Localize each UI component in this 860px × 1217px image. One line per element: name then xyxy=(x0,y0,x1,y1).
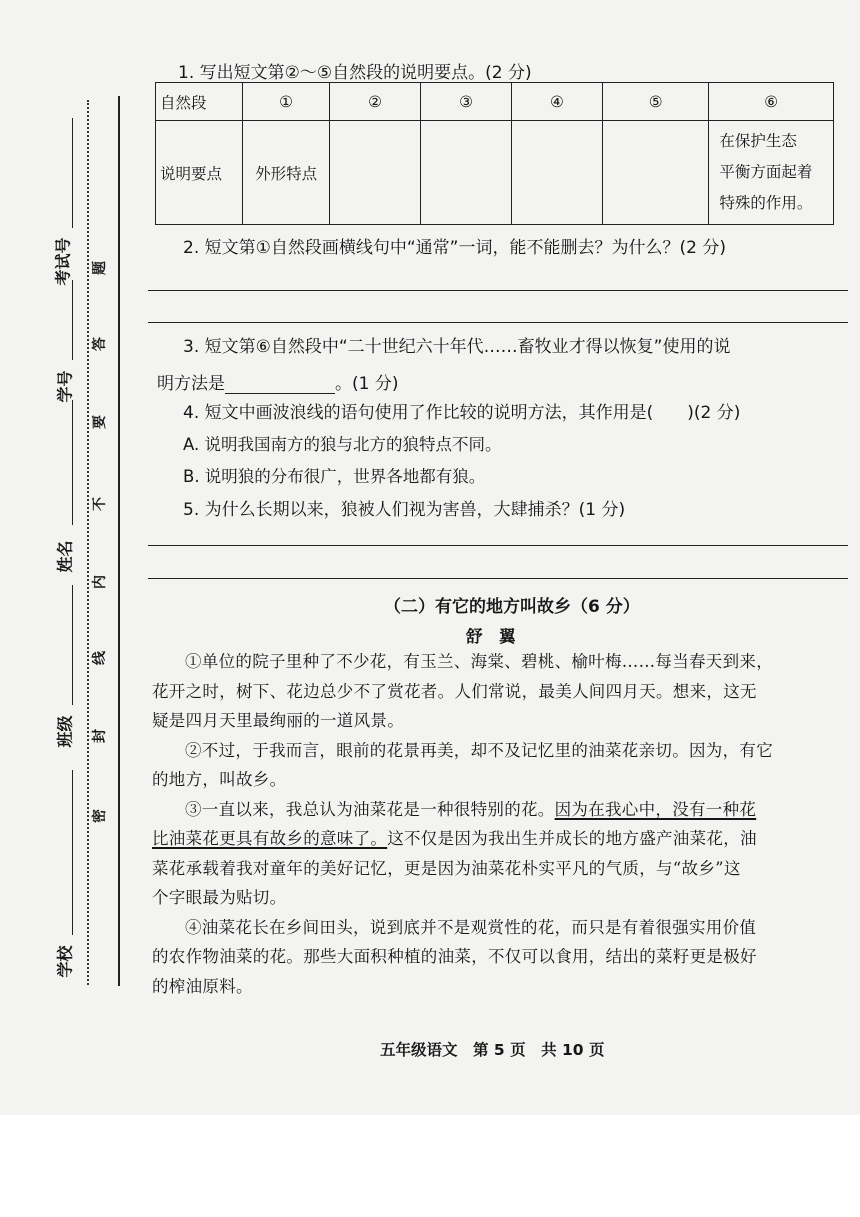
question-3-line2 xyxy=(157,369,398,394)
question-2: 2. 短文第①自然段画横线句中“通常”一词，能不能删去？为什么？(2 分) xyxy=(183,238,726,258)
section-title: （二）有它的地方叫故乡（6 分） xyxy=(384,597,640,617)
answer-line[interactable] xyxy=(148,322,848,323)
table-cell: ① xyxy=(243,83,330,121)
answer-table xyxy=(155,82,834,225)
passage-line: 菜花承载着我对童年的美好记忆，更是因为油菜花朴实平凡的气质，与“故乡”这 xyxy=(152,858,741,878)
table-cell: ④ xyxy=(512,83,603,121)
passage-line: ①单位的院子里种了不少花，有玉兰、海棠、碧桃、榆叶梅……每当春天到来， xyxy=(185,652,773,671)
seal-char: 封 xyxy=(92,729,108,743)
question-3-line1: 3. 短文第⑥自然段中“二十世纪六十年代……畜牧业才得以恢复”使用的说 xyxy=(183,337,731,357)
passage-line: 疑是四月天里最绚丽的一道风景。 xyxy=(152,711,404,730)
table-cell: 外形特点 xyxy=(243,121,330,225)
seal-char: 不 xyxy=(92,497,108,511)
question-4: 4. 短文中画波浪线的语句使用了作比较的说明方法，其作用是( )(2 分) xyxy=(183,403,741,423)
question-1: 1. 写出短文第②～⑤自然段的说明要点。(2 分) xyxy=(178,63,532,83)
passage-line: 个字眼最为贴切。 xyxy=(152,888,287,907)
answer-cell-5[interactable] xyxy=(602,121,708,225)
binding-solid-line xyxy=(118,96,120,986)
seal-char: 题 xyxy=(92,261,108,275)
answer-line[interactable] xyxy=(148,290,848,291)
seal-char: 要 xyxy=(92,415,108,429)
text-span: ③一直以来，我总认为油菜花是一种很特别的花。 xyxy=(185,799,555,819)
passage-line xyxy=(152,824,773,854)
student-id-line xyxy=(72,280,73,360)
table-cell: ③ xyxy=(421,83,512,121)
table-cell: ⑤ xyxy=(602,83,708,121)
paragraph-4 xyxy=(152,913,773,1002)
underlined-sentence: 因为在我心中，没有一种花 xyxy=(554,799,757,819)
q3-blank[interactable] xyxy=(225,375,335,394)
school-line xyxy=(72,770,73,935)
name-label: 姓名 xyxy=(55,540,75,573)
answer-line[interactable] xyxy=(148,545,848,546)
cell-line: 在保护生态 xyxy=(719,132,797,150)
answer-line[interactable] xyxy=(148,578,848,579)
passage-line: 的榨油原料。 xyxy=(152,976,253,996)
table-cell xyxy=(709,121,834,225)
q3-prefix: 明方法是 xyxy=(157,374,225,394)
table-cell: ② xyxy=(330,83,421,121)
option-b[interactable]: B. 说明狼的分布很广，世界各地都有狼。 xyxy=(183,467,486,486)
passage-line xyxy=(152,795,773,825)
q3-suffix: 。(1 分) xyxy=(335,374,399,394)
text-span: 这不仅是因为我出生并成长的地方盛产油菜花，油 xyxy=(387,829,757,848)
answer-cell-4[interactable] xyxy=(512,121,603,225)
school-label: 学校 xyxy=(55,945,75,978)
cell-line: 平衡方面起着 xyxy=(719,163,813,181)
class-label: 班级 xyxy=(55,715,75,748)
seal-char: 线 xyxy=(92,651,108,665)
question-5: 5. 为什么长期以来，狼被人们视为害兽，大肆捕杀？(1 分) xyxy=(183,500,626,520)
table-answer-row xyxy=(156,121,834,225)
paragraph-2 xyxy=(152,736,773,795)
answer-cell-3[interactable] xyxy=(421,121,512,225)
student-id-label: 学号 xyxy=(55,370,75,403)
passage-line: 的农作物油菜的花。那些大面积种植的油菜，不仅可以食用，结出的菜籽更是极好 xyxy=(152,947,757,966)
seal-char: 内 xyxy=(92,575,108,589)
paragraph-1 xyxy=(152,647,773,736)
class-line xyxy=(72,585,73,705)
table-cell: 自然段 xyxy=(156,83,243,121)
page-footer: 五年级语文 第 5 页 共 10 页 xyxy=(380,1041,605,1059)
cell-line: 特殊的作用。 xyxy=(719,194,813,212)
seal-char: 答 xyxy=(92,337,108,351)
passage-author: 舒 翼 xyxy=(466,627,516,646)
exam-number-line xyxy=(72,118,73,228)
passage-line: 花开之时，树下、花边总少不了赏花者。人们常说，最美人间四月天。想来，这无 xyxy=(152,681,757,701)
passage-line: ④油菜花长在乡间田头，说到底并不是观赏性的花，而只是有着很强实用价值 xyxy=(185,917,757,937)
answer-cell-2[interactable] xyxy=(330,121,421,225)
passage-line: 的地方，叫故乡。 xyxy=(152,770,287,789)
exam-number-label: 考试号 xyxy=(53,237,73,286)
name-line xyxy=(72,400,73,525)
table-header-row xyxy=(156,83,834,121)
passage-line: ②不过，于我而言，眼前的花景再美，却不及记忆里的油菜花亲切。因为，有它 xyxy=(185,740,773,760)
table-cell: 说明要点 xyxy=(156,121,243,225)
option-a[interactable]: A. 说明我国南方的狼与北方的狼特点不同。 xyxy=(183,435,502,454)
table-cell: ⑥ xyxy=(709,83,834,121)
paragraph-3 xyxy=(152,795,773,913)
seal-char: 密 xyxy=(92,809,108,823)
binding-dotted-line xyxy=(87,100,89,985)
underlined-sentence: 比油菜花更具有故乡的意味了。 xyxy=(152,829,388,848)
passage xyxy=(152,647,773,1001)
